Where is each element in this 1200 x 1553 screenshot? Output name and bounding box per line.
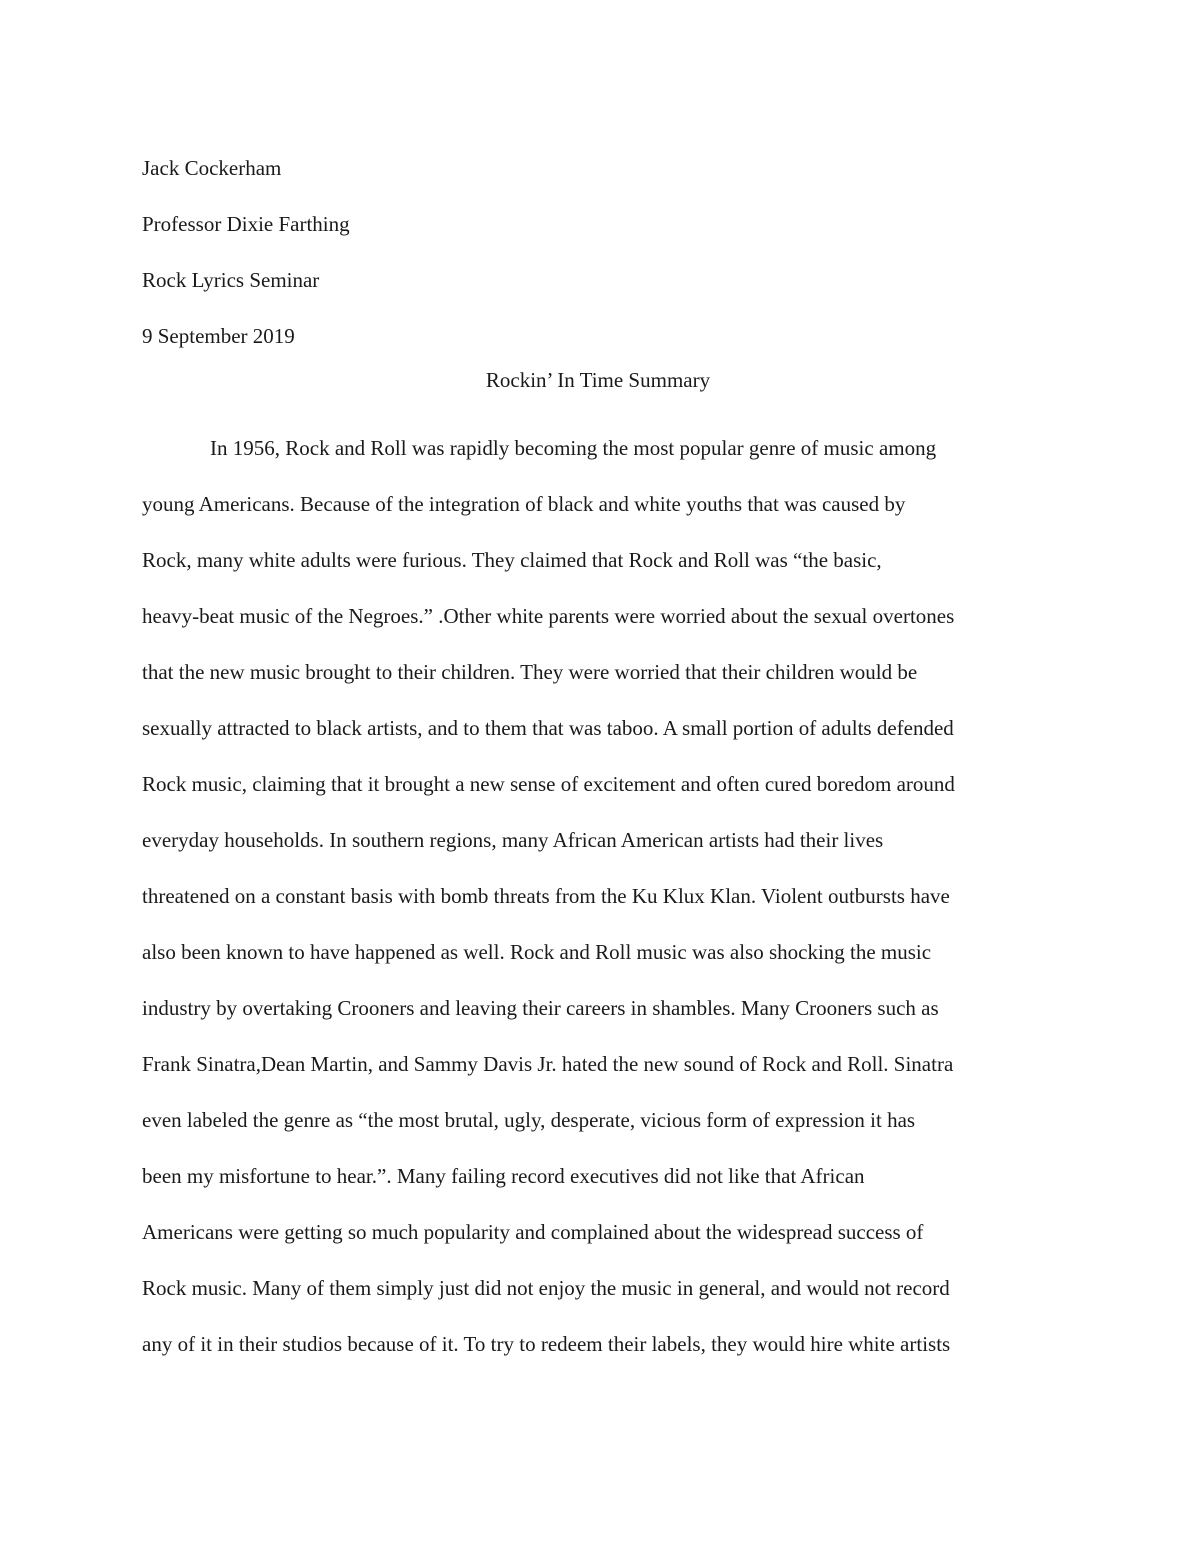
body-line: Americans were getting so much popularity and complained about the widespread success of: [142, 1220, 924, 1244]
essay-body: [142, 420, 1054, 1372]
body-line: In 1956, Rock and Roll was rapidly becoming the most popular genre of music among: [210, 436, 937, 460]
body-line: Rock, many white adults were furious. They claimed that Rock and Roll was “the basic,: [142, 548, 882, 572]
course-name: Rock Lyrics Seminar: [142, 268, 320, 292]
body-line: Rock music, claiming that it brought a new sense of excitement and often cured boredom around: [142, 772, 955, 796]
essay-title: Rockin’ In Time Summary: [485, 368, 711, 392]
essay-date: 9 September 2019: [142, 324, 295, 348]
body-line: sexually attracted to black artists, and to them that was taboo. A small portion of adults defended: [142, 716, 954, 740]
body-line: threatened on a constant basis with bomb threats from the Ku Klux Klan. Violent outbursts have: [142, 884, 950, 908]
body-line: everyday households. In southern regions, many African American artists had their lives: [142, 828, 884, 852]
author-name: Jack Cockerham: [142, 156, 282, 180]
body-line: Rock music. Many of them simply just did not enjoy the music in general, and would not record: [142, 1276, 950, 1300]
body-line: that the new music brought to their children. They were worried that their children would be: [142, 660, 918, 684]
body-line: industry by overtaking Crooners and leaving their careers in shambles. Many Crooners such as: [142, 996, 939, 1020]
body-line: been my misfortune to hear.”. Many failing record executives did not like that African: [142, 1164, 865, 1188]
body-line: even labeled the genre as “the most brutal, ugly, desperate, vicious form of expression it has: [142, 1108, 916, 1132]
body-line: Frank Sinatra,Dean Martin, and Sammy Davis Jr. hated the new sound of Rock and Roll. Sinatra: [142, 1052, 954, 1076]
body-line: any of it in their studios because of it. To try to redeem their labels, they would hire white artists: [142, 1332, 951, 1356]
body-line: also been known to have happened as well. Rock and Roll music was also shocking the music: [142, 940, 932, 964]
mla-heading: [142, 140, 1062, 364]
instructor-name: Professor Dixie Farthing: [142, 212, 350, 236]
body-line: young Americans. Because of the integration of black and white youths that was caused by: [142, 492, 906, 516]
body-line: heavy-beat music of the Negroes.” .Other white parents were worried about the sexual overtones: [142, 604, 955, 628]
